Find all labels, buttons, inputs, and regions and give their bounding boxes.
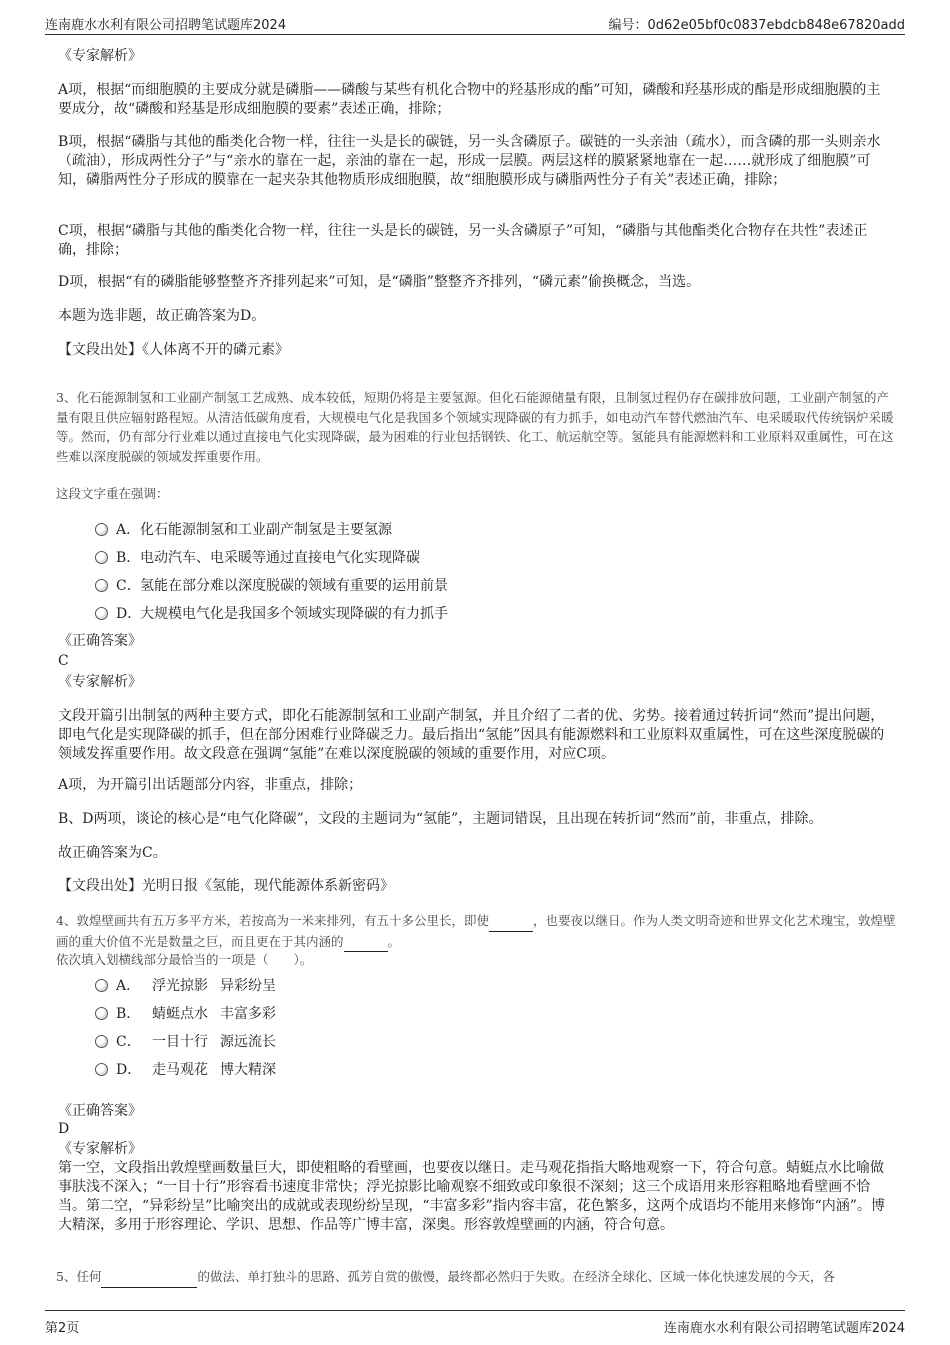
q3-analysis-title: 《专家解析》: [58, 674, 142, 690]
q4-analysis: 第一空，文段指出敦煌壁画数量巨大，即使粗略的看壁画，也要夜以继日。走马观花指指大略地观察一下，符合句意。蜻蜓点水比喻做事肤浅不深入；“一目十行”形容看书速度非常快；浮光掠影比喻观察不细致或印象很不深刻；这三个成语用来形容粗略地看壁画不恰当。第二空，“异彩纷呈”比喻突出的成就或表现纷纷呈现，“丰富多彩”指内容丰富，花色繁多，这两个成语均不能用来修饰“内涵”。博大精深，多用于形容理论、学识、思想、作品等广博丰富，深奥。形容敦煌壁画的内涵，符合句意。: [58, 1160, 885, 1233]
q3-option-c[interactable]: C．氢能在部分难以深度脱碳的领域有重要的运用前景: [95, 575, 448, 595]
q3-stem: 3、化石能源制氢和工业副产制氢工艺成熟、成本较低，短期仍将是主要氢源。但化石能源储量有限，且制氢过程仍存在碳排放问题，工业副产制氢的产量有限且供应辐射路程短。从清洁低碳角度看，大规模电气化是我国多个领域实现降碳的有力抓手，如电动汽车替代燃油汽车、电采暖取代传统锅炉采暖等。然而，仍有部分行业难以通过直接电气化实现降碳，最为困难的行业包括钢铁、化工、航运航空等。氢能具有能源燃料和工业原料双重属性，可在这些难以深度脱碳的领域发挥重要作用。: [56, 390, 894, 464]
q3-analysis-p1: 文段开篇引出制氢的两种主要方式，即化石能源制氢和工业副产制氢，并且介绍了二者的优、劣势。接着通过转折词“然而”提出问题，即电气化是实现降碳的抓手，但在部分困难行业降碳乏力。最后指出“氢能”因具有能源燃料和工业原料双重属性，可在这些深度脱碳的领域发挥重要作用。故文段意在强调“氢能”在难以深度脱碳的领域的重要作用，对应C项。: [58, 708, 885, 762]
q3-option-d[interactable]: D．大规模电气化是我国多个领域实现降碳的有力抓手: [95, 603, 448, 623]
q2-analysis-title: 《专家解析》: [58, 48, 142, 64]
q4-answer: D: [58, 1121, 70, 1137]
q3-option-a[interactable]: A．化石能源制氢和工业副产制氢是主要氢源: [95, 519, 392, 539]
q4-analysis-title: 《专家解析》: [58, 1141, 142, 1157]
q3-question: 这段文字重在强调：: [56, 486, 169, 501]
q5-stem: 5、任何 的做法、单打独斗的思路、孤芳自赏的傲慢，最终都必然归于失败。在经济全球化、区域一体化快速发展的今天，各: [56, 1267, 901, 1288]
q3-answer: C: [58, 653, 69, 669]
q2-analysis-a: A项，根据“而细胞膜的主要成分就是磷脂——磷酸与某些有机化合物中的羟基形成的酯”可知，磷酸和羟基形成的酯是形成细胞膜的主要成分，故“磷酸和羟基是形成细胞膜的要素”表述正确，排除；: [58, 82, 881, 117]
q3-source: 【文段出处】光明日报《氢能，现代能源体系新密码》: [58, 878, 394, 894]
radio-icon[interactable]: [95, 523, 108, 536]
radio-icon[interactable]: [95, 607, 108, 620]
q2-conclusion: 本题为选非题，故正确答案为D。: [58, 308, 266, 324]
header-title: 连南鹿水水利有限公司招聘笔试题库2024: [45, 18, 287, 33]
q5-blank-1: [101, 1267, 197, 1288]
radio-icon[interactable]: [95, 579, 108, 592]
radio-icon[interactable]: [95, 1007, 108, 1020]
q3-conclusion: 故正确答案为C。: [58, 845, 167, 861]
q2-analysis-c: C项，根据“磷脂与其他的酯类化合物一样，往往一头是长的碳链，另一头含磷原子”可知，“磷脂与其他酯类化合物存在共性”表述正确，排除；: [58, 223, 868, 258]
q4-question: 依次填入划横线部分最恰当的一项是（ ）。: [56, 952, 313, 967]
q4-blank-2: [344, 932, 388, 953]
page-header: [45, 10, 905, 35]
page-footer: [45, 1310, 905, 1337]
radio-icon[interactable]: [95, 979, 108, 992]
q4-option-c[interactable]: C． 一目十行 源远流长: [95, 1031, 276, 1051]
q4-blank-1: [489, 911, 533, 932]
header-id: 编号：0d62e05bf0c0837ebdcb848e67820add: [608, 18, 905, 33]
q3-analysis-p3: B、D两项，谈论的核心是“电气化降碳”，文段的主题词为“氢能”，主题词错误，且出现在转折词“然而”前，非重点，排除。: [58, 811, 823, 827]
q2-source: 【文段出处】《人体离不开的磷元素》: [58, 342, 289, 358]
radio-icon[interactable]: [95, 551, 108, 564]
q4-stem: 4、敦煌壁画共有五万多平方米，若按高为一米来排列，有五十多公里长，即使 ，也要夜以继日。作为人类文明奇迹和世界文化艺术瑰宝，敦煌壁画的重大价值不光是数量之巨，而且更在于其内涵的 。: [56, 911, 901, 952]
q2-analysis-d: D项，根据“有的磷脂能够整整齐齐排列起来”可知，是“磷脂”整整齐齐排列，“磷元素”偷换概念，当选。: [58, 274, 701, 290]
q3-answer-title: 《正确答案》: [58, 633, 142, 649]
q4-option-d[interactable]: D． 走马观花 博大精深: [95, 1059, 276, 1079]
q3-analysis-p2: A项，为开篇引出话题部分内容，非重点，排除；: [58, 777, 363, 793]
q2-analysis-b: B项，根据“磷脂与其他的酯类化合物一样，往往一头是长的碳链，另一头含磷原子。碳链的一头亲油（疏水），而含磷的那一头则亲水（疏油），形成两性分子”与“亲水的靠在一起，亲油的靠在一起，形成一层膜。两层这样的膜紧紧地靠在一起……就形成了细胞膜”可知，磷脂两性分子形成的膜靠在一起夹杂其他物质形成细胞膜，故“细胞膜形成与磷脂两性分子有关”表述正确，排除；: [58, 134, 881, 188]
page-number: 第2页: [45, 1321, 80, 1336]
footer-title: 连南鹿水水利有限公司招聘笔试题库2024: [663, 1321, 905, 1336]
q4-option-b[interactable]: B． 蜻蜓点水 丰富多彩: [95, 1003, 276, 1023]
q4-answer-title: 《正确答案》: [58, 1103, 142, 1119]
q3-option-b[interactable]: B．电动汽车、电采暖等通过直接电气化实现降碳: [95, 547, 420, 567]
radio-icon[interactable]: [95, 1035, 108, 1048]
radio-icon[interactable]: [95, 1063, 108, 1076]
q4-option-a[interactable]: A． 浮光掠影 异彩纷呈: [95, 975, 276, 995]
